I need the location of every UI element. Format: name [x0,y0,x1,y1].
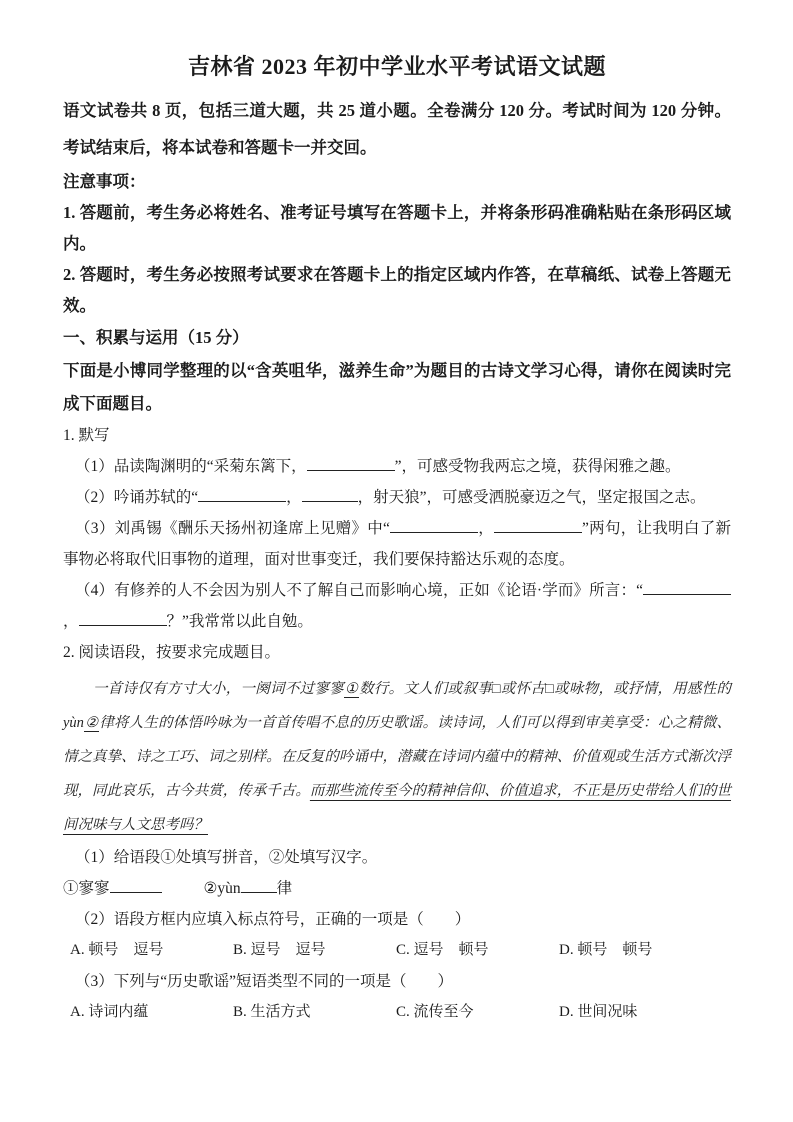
question-1-item-1 [63,451,731,482]
fill-in-blank [390,517,478,533]
fill-in-blank [643,579,731,595]
question-2-fill-line [63,873,731,904]
question-1-item-2 [63,482,731,513]
option-c: C. 流传至今 [396,1004,474,1020]
item-2-text-pre: （2）吟诵苏轼的“ [75,489,199,506]
hanzi-blank-2-marker: ② [84,715,99,731]
pinyin-blank-1-marker: ① [344,681,359,697]
item-4-text-pre: （4）有修养的人不会因为别人不了解自己而影响心境，正如《论语·学而》所言：“ [75,582,643,599]
question-2-sub-3-options [63,997,731,1028]
option-d: D. 顿号 顿号 [559,942,653,958]
underlined-sentence: 而那些流传至今的精神信仰、价值追求，不正是历史带给人们的世间况味与人文思考吗？ [63,783,732,833]
exam-content [63,52,731,1028]
section-1-intro: 下面是小博同学整理的以“含英咀华，滋养生命”为题目的古诗文学习心得，请你在阅读时完成下面题目。 [63,361,731,413]
passage-text-5: 律将人生的体悟吟咏为一首首传唱不息的历史歌谣。读诗词，人们可以得到审美享受：心之精微、情之真挚、诗之工巧、词之别样。在反复的吟诵中，潜藏在诗词内蕴中的精神、价值观或生活方式渐次浮现，同此哀乐，古今共赏，传承千古。 [63,715,731,799]
question-2-label: 2. 阅读语段，按要求完成题目。 [63,644,281,661]
section-1-heading: 一、积累与运用（15 分） [63,328,249,347]
fill-in-blank [302,486,358,502]
option-a: A. 诗词内蕴 [70,1004,149,1020]
fill-in-blank [241,877,277,893]
item-4-text-post: ？”我常常以此自勉。 [166,613,313,630]
item-1-text-post: ”，可感受物我两忘之境，获得闲雅之趣。 [394,458,681,475]
passage-text-3: 或怀古 [500,681,546,697]
fill-in-blank [494,517,582,533]
notice-item-2: 2. 答题时，考生务必按照考试要求在答题卡上的指定区域内作答，在草稿纸、试卷上答题无效。 [63,265,731,315]
option-a: A. 顿号 逗号 [70,942,164,958]
question-1-item-4 [63,575,731,637]
item-4-text-mid: ， [63,613,79,630]
option-d: D. 世间况味 [559,1004,638,1020]
question-1-label: 1. 默写 [63,427,110,444]
fill-in-blank [79,610,167,626]
question-2-sub-1-label: （1）给语段①处填写拼音，②处填写汉字。 [75,849,378,866]
notice-item-1: 1. 答题前，考生务必将姓名、准考证号填写在答题卡上，并将条形码准确粘贴在条形码区域内。 [63,203,731,253]
item-1-text-pre: （1）品读陶渊明的“采菊东篱下， [75,458,307,475]
item-3-text-mid: ， [477,520,494,537]
question-2-sub-3-label: （3）下列与“历史歌谣”短语类型不同的一项是（ ） [75,973,454,990]
item-3-text-pre: （3）刘禹锡《酬乐天扬州初逢席上见赠》中“ [75,520,390,537]
fill-in-blank [307,455,395,471]
fill-2-suffix: 律 [276,880,293,897]
fill-in-blank [198,486,286,502]
option-b: B. 逗号 逗号 [233,942,326,958]
exam-summary: 语文试卷共 8 页，包括三道大题，共 25 道小题。全卷满分 120 分。考试时间为 120 分钟。考试结束后，将本试卷和答题卡一并交回。 [63,101,731,157]
exam-title: 吉林省 2023 年初中学业水平考试语文试题 [187,54,606,79]
item-2-text-post: ，射天狼”，可感受洒脱豪迈之气，坚定报国之志。 [357,489,706,506]
reading-passage [63,672,731,842]
question-1-item-3 [63,513,731,575]
item-3-text-post: ”两句，让我明白了新事物必将取代旧事物的道理，面对世事变迁，我们要保持豁达乐观的态度。 [63,520,731,568]
punctuation-box-1: □ [491,681,501,697]
fill-1-prefix: ①寥寥 [63,880,110,897]
option-c: C. 逗号 顿号 [396,942,489,958]
question-2-sub-2-options [63,935,731,966]
passage-text-4: 或咏物，或抒情，用感性的 yùn [63,681,732,731]
question-2-sub-2-label: （2）语段方框内应填入标点符号，正确的一项是（ ） [75,911,471,928]
notice-heading: 注意事项： [63,172,146,191]
option-b: B. 生活方式 [233,1004,311,1020]
fill-in-blank [110,877,162,893]
fill-2-prefix: ②yùn [203,880,241,897]
passage-text-1: 一首诗仅有方寸大小，一阕词不过寥寥 [93,681,344,697]
passage-text-2: 数行。文人们或叙事 [359,681,492,697]
punctuation-box-2: □ [545,681,555,697]
item-2-text-mid: ， [286,489,302,506]
